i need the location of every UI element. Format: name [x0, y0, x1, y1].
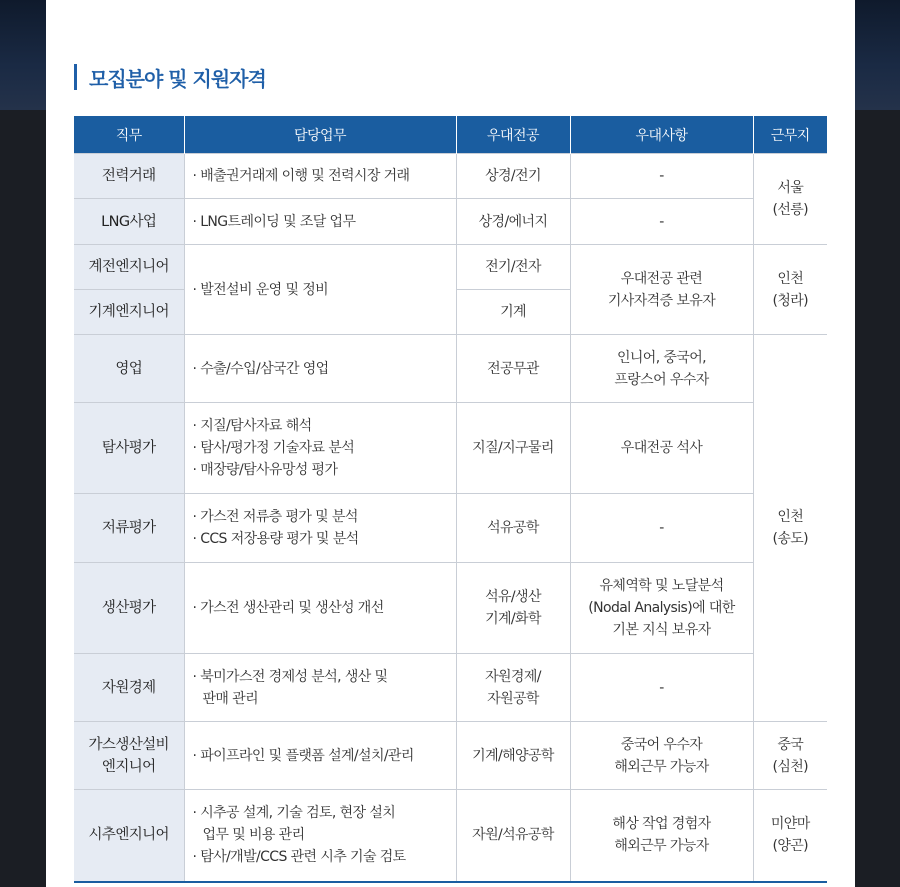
preference-cell: 인니어, 중국어, 프랑스어 우수자 [570, 335, 753, 403]
location-cell: 미얀마 (양곤) [753, 790, 827, 882]
heading-accent-bar [74, 64, 77, 90]
major-cell: 전공무관 [456, 335, 570, 403]
table-row [74, 245, 827, 290]
table-row [74, 790, 827, 882]
preference-cell: 유체역학 및 노달분석 (Nodal Analysis)에 대한 기본 지식 보유자 [570, 563, 753, 654]
section-title: 모집분야 및 지원자격 [89, 66, 266, 91]
table-row [74, 335, 827, 403]
preference-cell: 우대전공 석사 [570, 403, 753, 494]
job-cell: 생산평가 [74, 563, 184, 654]
table-row [74, 494, 827, 563]
duty-cell: · 가스전 생산관리 및 생산성 개선 [184, 563, 456, 654]
column-header-major: 우대전공 [456, 116, 570, 154]
major-cell: 자원/석유공학 [456, 790, 570, 882]
major-cell: 석유공학 [456, 494, 570, 563]
table-row [74, 563, 827, 654]
preference-cell: 우대전공 관련 기사자격증 보유자 [570, 245, 753, 335]
job-cell: 자원경제 [74, 654, 184, 722]
job-cell: 가스생산설비 엔지니어 [74, 722, 184, 790]
job-cell: 저류평가 [74, 494, 184, 563]
duty-cell: · 배출권거래제 이행 및 전력시장 거래 [184, 154, 456, 199]
preference-cell: - [570, 494, 753, 563]
recruitment-table [74, 116, 827, 883]
job-cell: 계전엔지니어 [74, 245, 184, 290]
major-cell: 지질/지구물리 [456, 403, 570, 494]
job-cell: 탐사평가 [74, 403, 184, 494]
content-card [46, 0, 855, 887]
major-cell: 석유/생산 기계/화학 [456, 563, 570, 654]
preference-cell: - [570, 199, 753, 245]
major-cell: 기계/해양공학 [456, 722, 570, 790]
job-cell: 시추엔지니어 [74, 790, 184, 882]
table-row [74, 154, 827, 199]
preference-cell: 해상 작업 경험자 해외근무 가능자 [570, 790, 753, 882]
duty-cell: · 지질/탐사자료 해석 · 탐사/평가정 기술자료 분석 · 매장량/탐사유망성 평가 [184, 403, 456, 494]
major-cell: 상경/에너지 [456, 199, 570, 245]
major-cell: 기계 [456, 290, 570, 335]
location-cell: 서울 (선릉) [753, 154, 827, 245]
location-cell: 인천 (송도) [753, 335, 827, 722]
column-header-duty: 담당업무 [184, 116, 456, 154]
job-cell: 기계엔지니어 [74, 290, 184, 335]
preference-cell: - [570, 154, 753, 199]
section-heading [74, 61, 266, 93]
table-row [74, 403, 827, 494]
duty-cell: · 수출/수입/삼국간 영업 [184, 335, 456, 403]
duty-cell: · 발전설비 운영 및 정비 [184, 245, 456, 335]
column-header-preference: 우대사항 [570, 116, 753, 154]
column-header-job: 직무 [74, 116, 184, 154]
job-cell: 전력거래 [74, 154, 184, 199]
major-cell: 자원경제/ 자원공학 [456, 654, 570, 722]
location-cell: 중국 (심천) [753, 722, 827, 790]
table-header-row [74, 116, 827, 154]
column-header-location: 근무지 [753, 116, 827, 154]
table-row [74, 199, 827, 245]
duty-cell: · 북미가스전 경제성 분석, 생산 및 판매 관리 [184, 654, 456, 722]
duty-cell: · 가스전 저류층 평가 및 분석 · CCS 저장용량 평가 및 분석 [184, 494, 456, 563]
job-cell: 영업 [74, 335, 184, 403]
job-cell: LNG사업 [74, 199, 184, 245]
major-cell: 상경/전기 [456, 154, 570, 199]
table-row [74, 722, 827, 790]
preference-cell: - [570, 654, 753, 722]
duty-cell: · LNG트레이딩 및 조달 업무 [184, 199, 456, 245]
location-cell: 인천 (청라) [753, 245, 827, 335]
duty-cell: · 시추공 설계, 기술 검토, 현장 설치 업무 및 비용 관리 · 탐사/개발/CCS 관련 시추 기술 검토 [184, 790, 456, 882]
duty-cell: · 파이프라인 및 플랫폼 설계/설치/관리 [184, 722, 456, 790]
table-row [74, 654, 827, 722]
preference-cell: 중국어 우수자 해외근무 가능자 [570, 722, 753, 790]
major-cell: 전기/전자 [456, 245, 570, 290]
